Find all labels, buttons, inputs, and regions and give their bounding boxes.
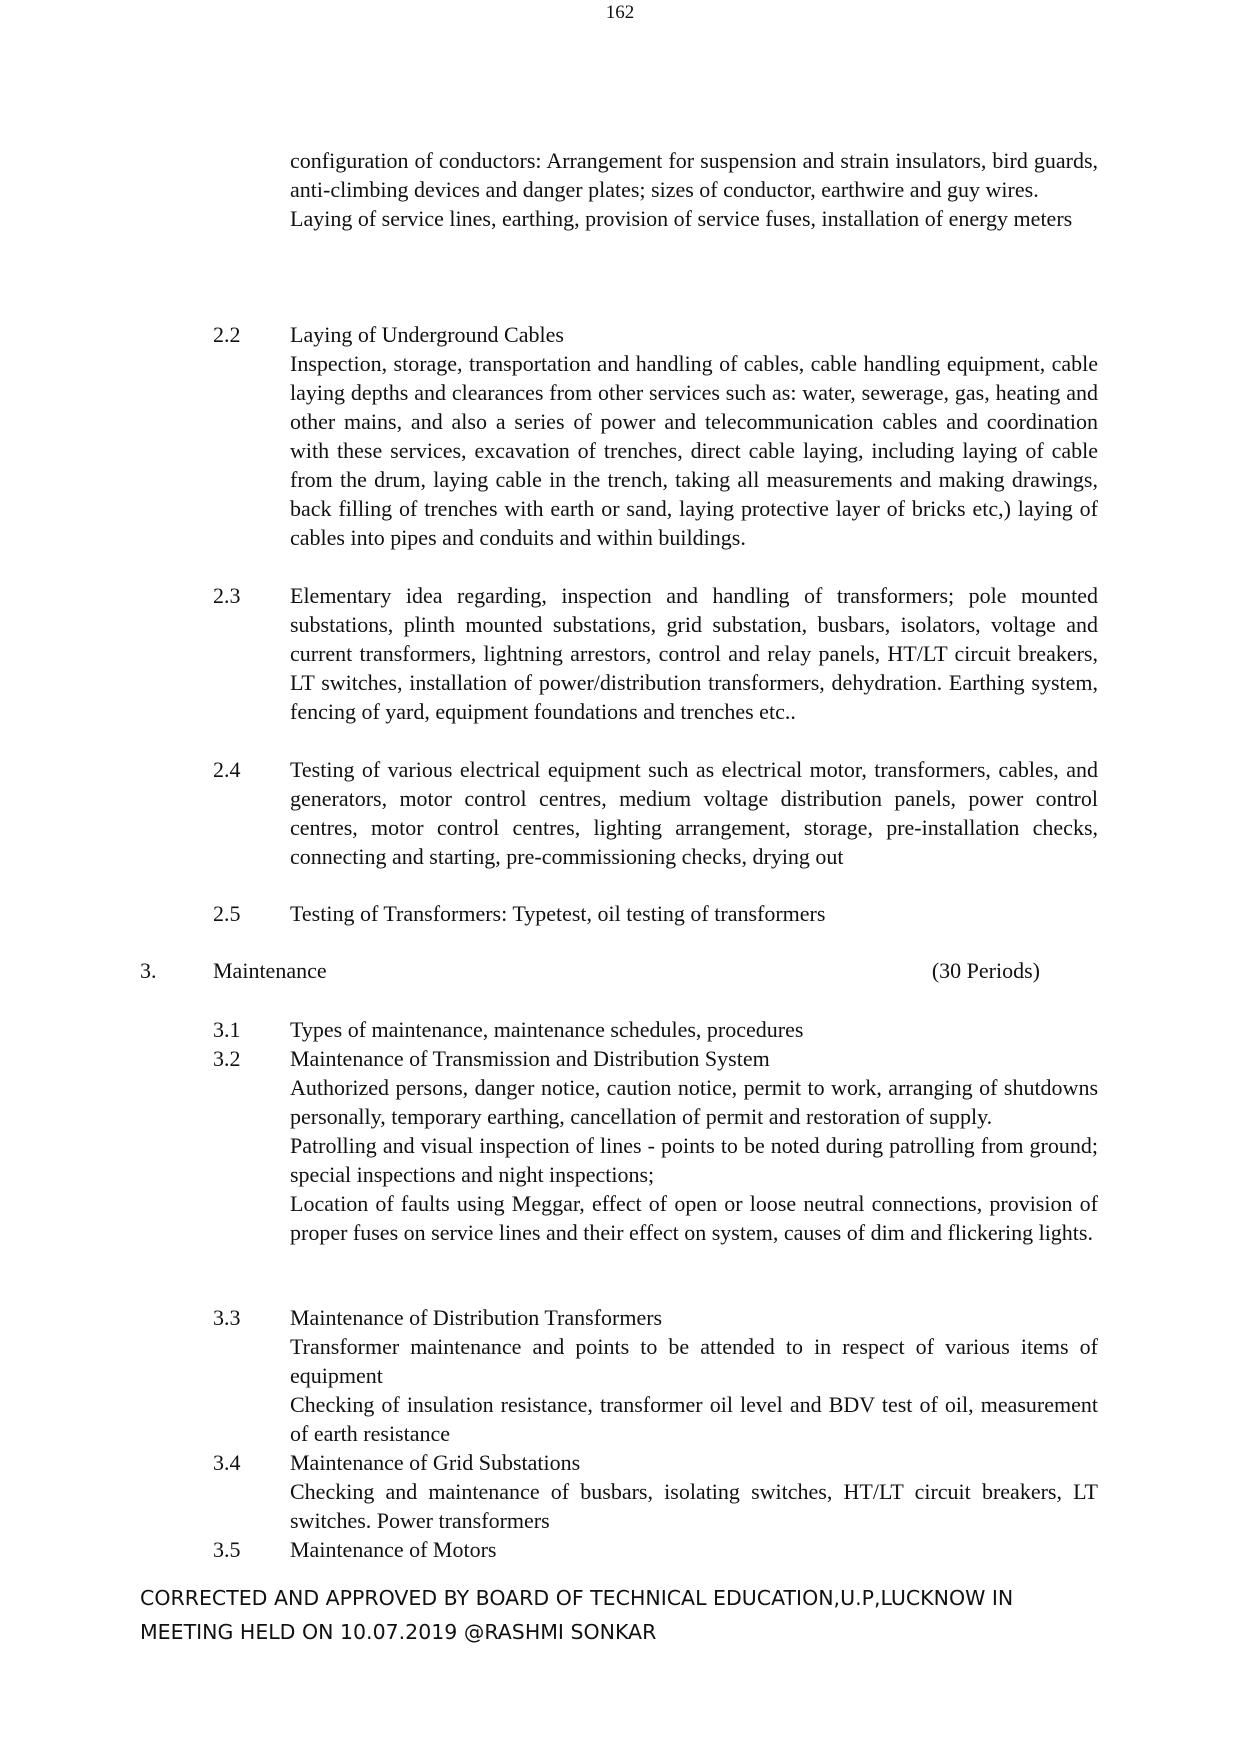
section-title: Maintenance of Motors — [290, 1537, 497, 1562]
intro-paragraph-2: Laying of service lines, earthing, provision of service fuses, installation of energy meters — [290, 206, 1073, 231]
section-title: Maintenance of Transmission and Distribution System — [290, 1046, 770, 1071]
section-title: Types of maintenance, maintenance schedules, procedures — [290, 1017, 804, 1042]
section-title: Maintenance — [213, 958, 327, 983]
section-text: Inspection, storage, transportation and handling of cables, cable handling equipment, cable laying depths and clearances from other services such as: water, sewerage, gas, heating and other mains, and also a series of power and telecommunication cables and coordination with these services, excavation of trenches, direct cable laying, including laying of cable from the drum, laying cable in the trench, taking all measurements and making drawings, back filling of trenches with earth or sand, laying protective layer of bricks etc,) laying of cables into pipes and conduits and within buildings. — [290, 351, 1098, 550]
section-paragraph: Patrolling and visual inspection of lines - points to be noted during patrolling from ground; special inspections and night inspections; — [290, 1133, 1098, 1187]
section-title: Laying of Underground Cables — [290, 322, 564, 347]
section-text: Checking and maintenance of busbars, isolating switches, HT/LT circuit breakers, LT switches. Power transformers — [290, 1479, 1098, 1533]
section-2-3 — [213, 581, 1098, 726]
section-2-4 — [213, 755, 1098, 871]
section-number: 3.3 — [213, 1305, 241, 1330]
section-3-1 — [213, 1015, 1098, 1044]
section-2-5 — [213, 899, 1098, 928]
section-number: 3.2 — [213, 1046, 241, 1071]
footer-line-2: MEETING HELD ON 10.07.2019 @RASHMI SONKAR — [140, 1620, 657, 1644]
section-paragraph: Checking of insulation resistance, transformer oil level and BDV test of oil, measurement of earth resistance — [290, 1392, 1098, 1446]
section-2-2 — [213, 320, 1098, 552]
approval-footer — [140, 1581, 1140, 1649]
section-text: Elementary idea regarding, inspection and handling of transformers; pole mounted substations, plinth mounted substations, grid substation, busbars, isolators, voltage and current transformers, lightning arrestors, control and relay panels, HT/LT circuit breakers, LT switches, installation of power/distribution transformers, dehydration. Earthing system, fencing of yard, equipment foundations and trenches etc.. — [290, 583, 1098, 724]
section-3-3 — [213, 1303, 1098, 1448]
intro-text — [290, 146, 1098, 233]
section-3-heading — [140, 956, 1040, 985]
section-paragraph: Location of faults using Meggar, effect of open or loose neutral connections, provision of proper fuses on service lines and their effect on system, causes of dim and flickering lights. — [290, 1191, 1098, 1245]
section-number: 3.4 — [213, 1450, 241, 1475]
section-3-2 — [213, 1044, 1098, 1247]
section-number: 2.2 — [213, 322, 241, 347]
section-number: 2.3 — [213, 583, 241, 608]
section-paragraph: Authorized persons, danger notice, caution notice, permit to work, arranging of shutdowns personally, temporary earthing, cancellation of permit and restoration of supply. — [290, 1075, 1098, 1129]
section-paragraph: Transformer maintenance and points to be attended to in respect of various items of equipment — [290, 1334, 1098, 1388]
intro-paragraph-1: configuration of conductors: Arrangement for suspension and strain insulators, bird guards, anti-climbing devices and danger plates; sizes of conductor, earthwire and guy wires. — [290, 148, 1098, 202]
section-number: 3.5 — [213, 1537, 241, 1562]
section-text: Testing of various electrical equipment such as electrical motor, transformers, cables, and generators, motor control centres, medium voltage distribution panels, power control centres, motor control centres, lighting arrangement, storage, pre-installation checks, connecting and starting, pre-commissioning checks, drying out — [290, 757, 1098, 869]
section-number: 3.1 — [213, 1017, 241, 1042]
page-number: 162 — [605, 2, 635, 23]
section-3-4 — [213, 1448, 1098, 1535]
section-3-5 — [213, 1535, 1098, 1564]
footer-line-1: CORRECTED AND APPROVED BY BOARD OF TECHNICAL EDUCATION,U.P,LUCKNOW IN — [140, 1586, 1014, 1610]
section-number: 3. — [140, 958, 157, 983]
section-title: Maintenance of Grid Substations — [290, 1450, 581, 1475]
section-number: 2.4 — [213, 757, 241, 782]
section-text: Testing of Transformers: Typetest, oil testing of transformers — [290, 901, 826, 926]
periods-label: (30 Periods) — [931, 958, 1040, 983]
section-number: 2.5 — [213, 901, 241, 926]
section-title: Maintenance of Distribution Transformers — [290, 1305, 663, 1330]
